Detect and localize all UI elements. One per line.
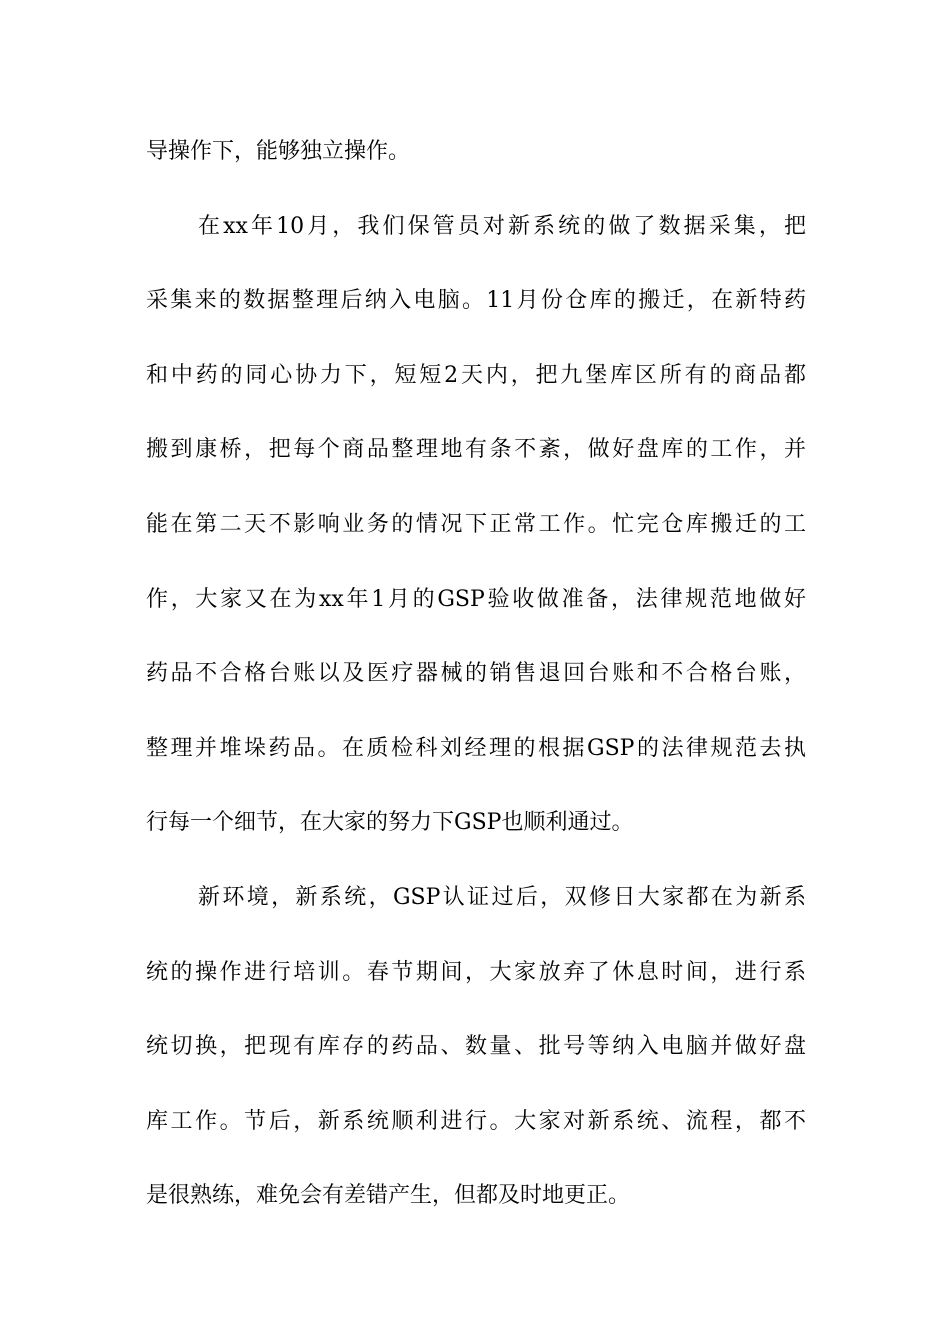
- body-text: [146, 124, 806, 1243]
- text-line: 新环境，新系统，GSP认证过后，双修日大家都在为新系: [198, 884, 806, 910]
- text-line: 是很熟练，难免会有差错产生，但都及时地更正。: [146, 1183, 631, 1209]
- text-line: 药品不合格台账以及医疗器械的销售退回台账和不合格台账，: [146, 661, 806, 687]
- text-line: 统切换，把现有库存的药品、数量、批号等纳入电脑并做好盘: [146, 1034, 806, 1060]
- text-line: 整理并堆垛药品。在质检科刘经理的根据GSP的法律规范去执: [146, 735, 806, 761]
- text-line: 在xx年10月，我们保管员对新系统的做了数据采集，把: [198, 213, 806, 239]
- text-line: 统的操作进行培训。春节期间，大家放弃了休息时间，进行系: [146, 959, 806, 985]
- text-line: 和中药的同心协力下，短短2天内，把九堡库区所有的商品都: [146, 362, 806, 388]
- text-line: 能在第二天不影响业务的情况下正常工作。忙完仓库搬迁的工: [146, 511, 806, 537]
- text-line: 库工作。节后，新系统顺利进行。大家对新系统、流程，都不: [146, 1108, 806, 1134]
- text-line: 行每一个细节，在大家的努力下GSP也顺利通过。: [146, 810, 634, 836]
- text-line: 搬到康桥，把每个商品整理地有条不紊，做好盘库的工作，并: [146, 437, 806, 463]
- text-line: 导操作下，能够独立操作。: [146, 139, 411, 164]
- text-line: 作，大家又在为xx年1月的GSP验收做准备，法律规范地做好: [146, 586, 806, 612]
- text-line: 采集来的数据整理后纳入电脑。11月份仓库的搬迁，在新特药: [146, 288, 806, 314]
